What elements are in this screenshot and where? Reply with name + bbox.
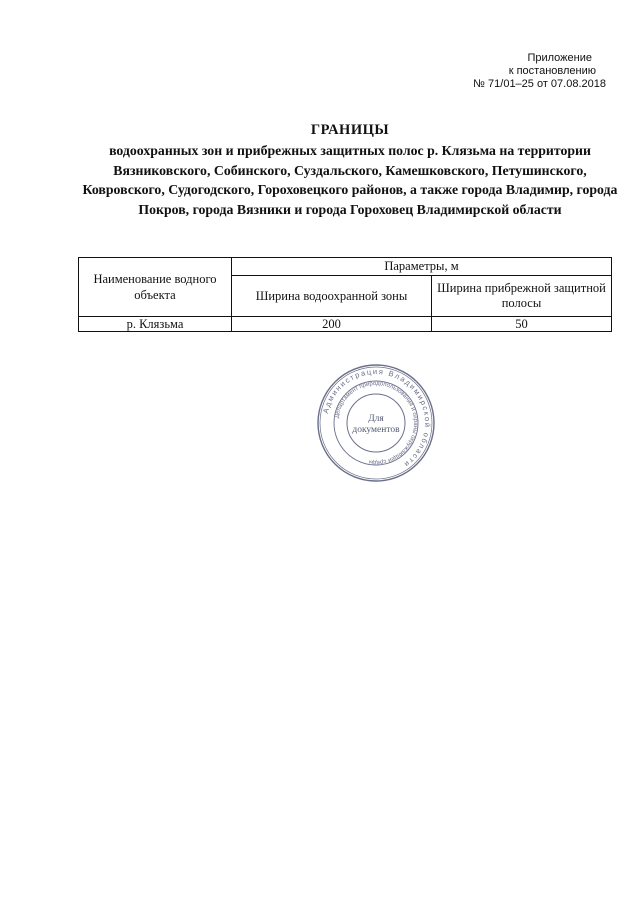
table-header-row <box>79 258 612 276</box>
column-header-params: Параметры, м <box>232 258 612 276</box>
document-subtitle: водоохранных зон и прибрежных защитных полос р. Клязьма на территории Вязниковского, Собинского, Суздальского, Камешковского, Петушинского, Ковровского, Судогодского, Гороховецкого районов, а также города Владимир, города Покров, города Вязники и города Гороховец Владимирской области <box>82 143 618 217</box>
column-header-name: Наименование водного объекта <box>79 258 232 317</box>
stamp-ring-text-path: Администрация Владимирской области <box>320 366 433 470</box>
appendix-block <box>406 52 606 91</box>
appendix-line-2: к постановлению <box>508 65 596 77</box>
column-header-zone: Ширина водоохранной зоны <box>232 276 432 317</box>
cell-strip: 50 <box>432 317 612 332</box>
stamp-center-line-1: Для <box>368 414 384 424</box>
appendix-line-3: № 71/01–25 от 07.08.2018 <box>473 78 606 90</box>
stamp-center-line-2: документов <box>352 425 400 435</box>
cell-zone: 200 <box>232 317 432 332</box>
round-stamp <box>316 363 436 483</box>
document-title: ГРАНИЦЫ <box>310 122 390 138</box>
cell-name: р. Клязьма <box>79 317 232 332</box>
stamp-inner-text-path: Департамент природопользования и охраны окружающей среды <box>334 380 419 466</box>
column-header-strip: Ширина прибрежной защитной полосы <box>432 276 612 317</box>
table-row <box>79 317 612 332</box>
appendix-line-1: Приложение <box>527 52 592 64</box>
parameters-table <box>78 257 612 332</box>
